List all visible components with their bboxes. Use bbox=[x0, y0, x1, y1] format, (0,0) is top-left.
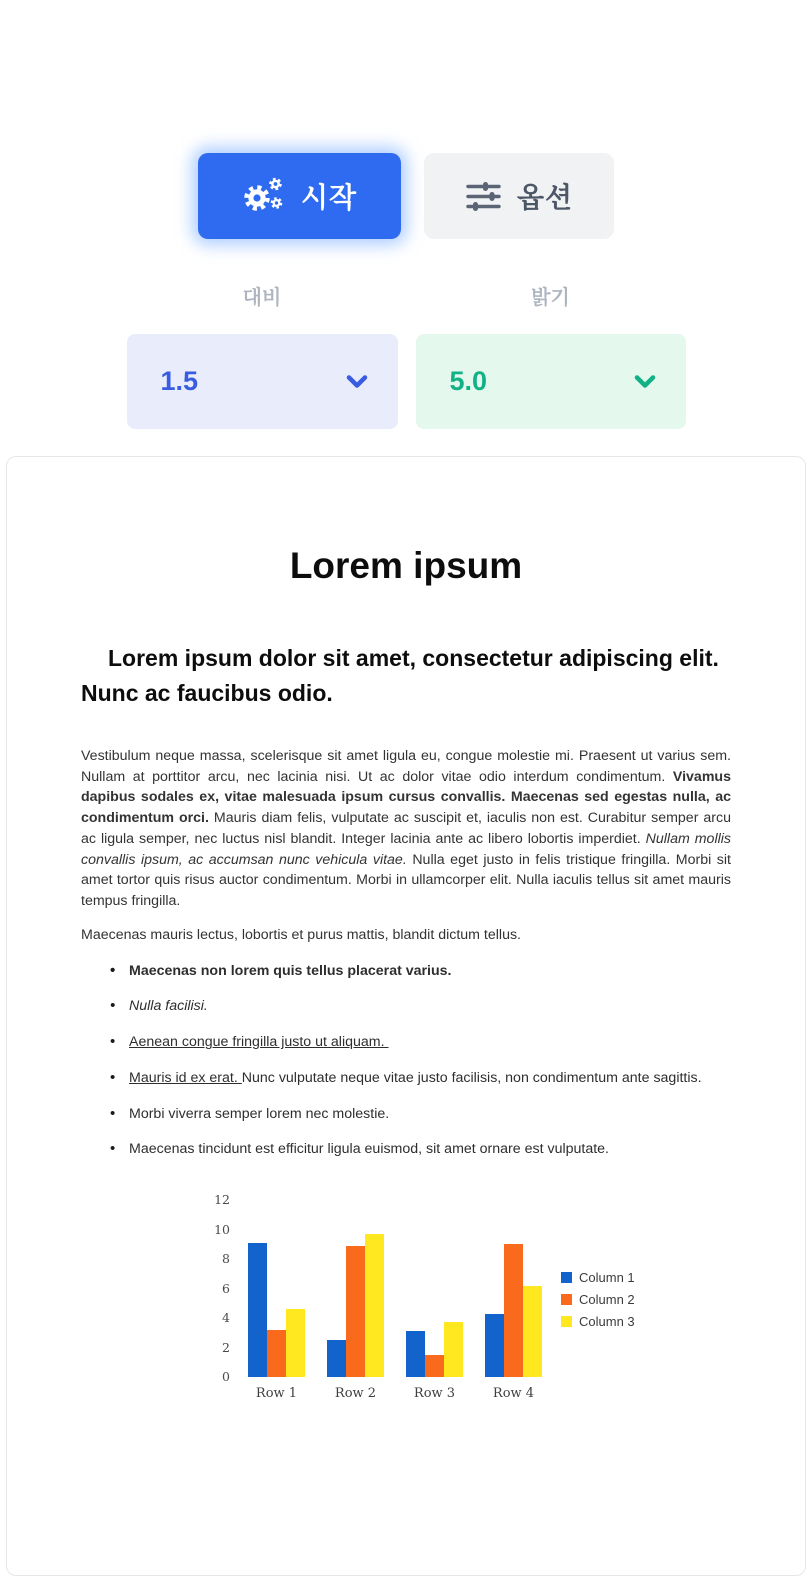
bar-group bbox=[248, 1243, 305, 1377]
brightness-label: 밝기 bbox=[531, 287, 570, 309]
controls-button-row bbox=[0, 0, 812, 239]
bar-chart bbox=[81, 1188, 731, 1413]
y-axis-tick: 12 bbox=[214, 1192, 230, 1208]
list-item bbox=[81, 1032, 731, 1053]
paragraph-1-text: Nulla eget justo in felis tristique fringilla. Morbi sit amet tortor quis risus auctor condimentum. Morbi in ullamcorper elit. Nulla iaculis tellus sit amet mauris tempus fringilla. bbox=[81, 851, 731, 910]
x-axis-label: Row 2 bbox=[334, 1386, 377, 1402]
chevron-down-icon bbox=[346, 374, 368, 389]
paragraph-1-bold: Vivamus dapibus sodales ex, vitae malesuada ipsum cursus convallis. Maecenas sed egestas nulla, ac condimentum orci. bbox=[81, 768, 731, 827]
y-axis-tick: 4 bbox=[222, 1310, 230, 1326]
contrast-select[interactable] bbox=[127, 334, 398, 429]
paragraph-1-text: Vestibulum neque massa, scelerisque sit amet ligula eu, congue molestie mi. Praesent ut varius sem. Nullam at porttitor arcu, nec lacinia nisi. Ut ac dolor vitae odio interdum condimentum. bbox=[81, 748, 731, 785]
legend-label: Column 1 bbox=[579, 1270, 635, 1286]
dropdown-row bbox=[0, 334, 812, 429]
bar-column-3 bbox=[523, 1286, 542, 1377]
gears-icon bbox=[242, 175, 286, 217]
brightness-value: 5.0 bbox=[449, 366, 488, 396]
x-axis-label: Row 4 bbox=[492, 1386, 535, 1402]
bar-column-2 bbox=[504, 1244, 523, 1377]
y-axis-tick: 8 bbox=[222, 1251, 230, 1267]
sliders-icon bbox=[465, 181, 502, 212]
start-button[interactable] bbox=[198, 153, 401, 239]
bar-column-1 bbox=[248, 1243, 267, 1377]
list-item: • Maecenas non lorem quis tellus placerat varius. bbox=[81, 961, 731, 982]
options-button-label: 옵션 bbox=[516, 182, 574, 213]
bar-group bbox=[327, 1234, 384, 1377]
paragraph-1-text: Mauris diam felis, vulputate ac suscipit et, iaculis non est. Curabitur semper arcu ac ligula semper, nec luctus nisl blandit. Integer lacinia ante ac libero lobortis imperdiet. bbox=[81, 810, 731, 847]
list-item-text: Nunc vulputate neque vitae justo facilisis, non condimentum ante sagittis. bbox=[241, 1069, 702, 1086]
paragraph-1-italic: Nullam mollis convallis ipsum, ac accumsan nunc vehicula vitae. bbox=[81, 830, 732, 868]
bar-column-3 bbox=[365, 1234, 384, 1377]
list-item: • Nulla facilisi. bbox=[81, 996, 731, 1017]
bar-column-1 bbox=[327, 1340, 346, 1377]
legend-swatch bbox=[561, 1316, 572, 1327]
x-axis-label: Row 1 bbox=[255, 1386, 298, 1402]
document-subtitle: Lorem ipsum dolor sit amet, consectetur adipiscing elit. Nunc ac faucibus odio. bbox=[81, 645, 719, 706]
contrast-value: 1.5 bbox=[160, 366, 199, 396]
legend-label: Column 2 bbox=[579, 1292, 635, 1308]
page-title: Lorem ipsum bbox=[289, 545, 523, 586]
y-axis-tick: 2 bbox=[222, 1339, 230, 1355]
chevron-down-icon bbox=[634, 374, 656, 389]
bar-column-2 bbox=[346, 1246, 365, 1377]
legend-item bbox=[561, 1270, 635, 1285]
dropdown-labels-row bbox=[0, 285, 812, 311]
bar-column-1 bbox=[485, 1314, 504, 1377]
document-card bbox=[6, 456, 806, 1576]
bullet-list bbox=[81, 961, 731, 1160]
legend-swatch bbox=[561, 1294, 572, 1305]
paragraph-1 bbox=[81, 746, 731, 912]
y-axis-tick: 10 bbox=[214, 1221, 230, 1237]
list-item-link-text: Aenean congue fringilla justo ut aliquam. bbox=[129, 1034, 389, 1051]
legend-item bbox=[561, 1292, 635, 1307]
x-axis-label: Row 3 bbox=[413, 1386, 456, 1402]
paragraph-2: Maecenas mauris lectus, lobortis et purus mattis, blandit dictum tellus. bbox=[81, 926, 521, 943]
brightness-select[interactable] bbox=[416, 334, 686, 429]
bar-column-3 bbox=[444, 1322, 463, 1377]
start-button-label: 시작 bbox=[300, 182, 358, 213]
legend-item bbox=[561, 1314, 635, 1329]
y-axis-tick: 0 bbox=[222, 1369, 230, 1385]
contrast-label: 대비 bbox=[242, 287, 282, 309]
list-item: • Maecenas tincidunt est efficitur ligula euismod, sit amet ornare est vulputate. bbox=[81, 1139, 731, 1160]
bar-group bbox=[485, 1244, 542, 1377]
legend-swatch bbox=[561, 1272, 572, 1283]
y-axis-tick: 6 bbox=[222, 1280, 230, 1296]
bar-group bbox=[406, 1322, 463, 1377]
bar-column-2 bbox=[267, 1330, 286, 1377]
options-button[interactable] bbox=[424, 153, 614, 239]
chart-legend bbox=[561, 1270, 635, 1336]
bar-column-1 bbox=[406, 1331, 425, 1377]
bar-column-3 bbox=[286, 1309, 305, 1377]
list-item bbox=[81, 1068, 731, 1089]
bar-column-2 bbox=[425, 1355, 444, 1377]
list-item: • Morbi viverra semper lorem nec molestie. bbox=[81, 1104, 731, 1125]
legend-label: Column 3 bbox=[579, 1314, 635, 1330]
list-item-link-text: Mauris id ex erat. bbox=[129, 1069, 242, 1086]
